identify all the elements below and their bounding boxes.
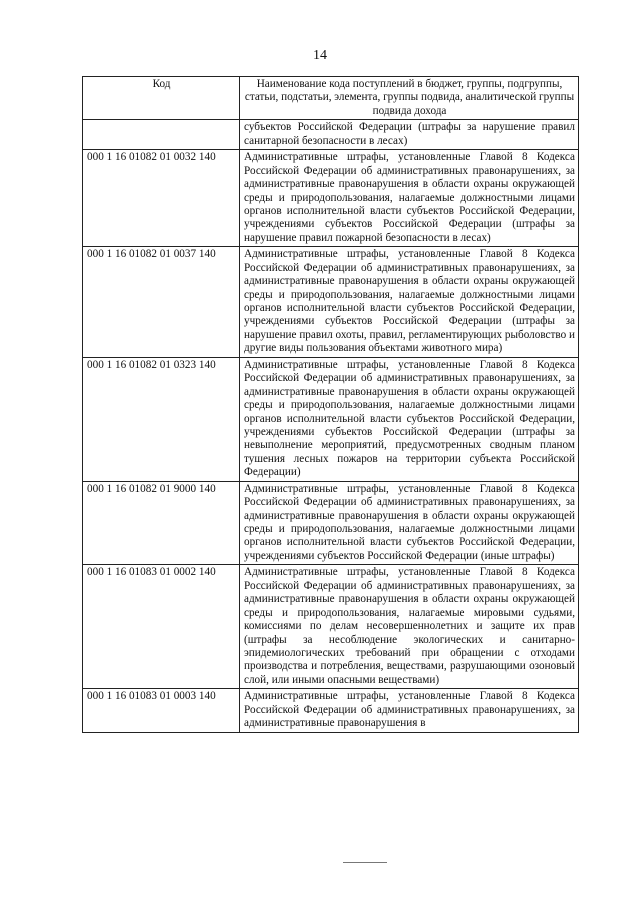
row-code: 000 1 16 01083 01 0002 140	[83, 565, 240, 689]
row-name: Административные штрафы, установленные Главой 8 Кодекса Российской Федерации об административных правонарушениях, за административные правонарушения в области охраны окружающей среды и природопользования, налагаемые мировыми судьями, комиссиями по делам несовершеннолетних и защите их прав (штрафы за несоблюдение экологических и санитарно-эпидемиологических требований при обращении с отходами производства и потребления, веществами, разрушающими озоновый слой, или иными опасными веществами)	[240, 565, 579, 689]
row-code: 000 1 16 01082 01 0037 140	[83, 247, 240, 358]
budget-codes-table	[82, 76, 579, 733]
row-code: 000 1 16 01082 01 9000 140	[83, 481, 240, 565]
table-row	[83, 120, 579, 150]
header-name: Наименование кода поступлений в бюджет, группы, подгруппы, статьи, подстатьи, элемента, группы подвида, аналитической группы подвида дохода	[240, 77, 579, 120]
row-code: 000 1 16 01083 01 0003 140	[83, 689, 240, 732]
row-name: Административные штрафы, установленные Главой 8 Кодекса Российской Федерации об административных правонарушениях, за административные правонарушения в	[240, 689, 579, 732]
table-header-row	[83, 77, 579, 120]
table-row	[83, 247, 579, 358]
row-name: Административные штрафы, установленные Главой 8 Кодекса Российской Федерации об административных правонарушениях, за административные правонарушения в области охраны окружающей среды и природопользования, налагаемые должностными лицами органов исполнительной власти субъектов Российской Федерации, учреждениями субъектов Российской Федерации (штрафы за нарушение правил охоты, правил, регламентирующих рыболовство и другие виды пользования объектами животного мира)	[240, 247, 579, 358]
table-row	[83, 565, 579, 689]
row-code	[83, 120, 240, 150]
row-name: субъектов Российской Федерации (штрафы за нарушение правил санитарной безопасности в лесах)	[240, 120, 579, 150]
header-code: Код	[83, 77, 240, 120]
footer-divider	[343, 862, 387, 863]
page-number: 14	[313, 48, 327, 63]
table-row	[83, 150, 579, 247]
row-name: Административные штрафы, установленные Главой 8 Кодекса Российской Федерации об административных правонарушениях, за административные правонарушения в области охраны окружающей среды и природопользования, налагаемые должностными лицами органов исполнительной власти субъектов Российской Федерации, учреждениями субъектов Российской Федерации (штрафы за нарушение правил пожарной безопасности в лесах)	[240, 150, 579, 247]
table-row	[83, 689, 579, 732]
row-code: 000 1 16 01082 01 0032 140	[83, 150, 240, 247]
row-name: Административные штрафы, установленные Главой 8 Кодекса Российской Федерации об административных правонарушениях, за административные правонарушения в области охраны окружающей среды и природопользования, налагаемые должностными лицами органов исполнительной власти субъектов Российской Федерации, учреждениями субъектов Российской Федерации (штрафы за невыполнение мероприятий, предусмотренных сводным планом тушения лесных пожаров на территории субъекта Российской Федерации)	[240, 357, 579, 481]
table-row	[83, 481, 579, 565]
table-row	[83, 357, 579, 481]
row-code: 000 1 16 01082 01 0323 140	[83, 357, 240, 481]
row-name: Административные штрафы, установленные Главой 8 Кодекса Российской Федерации об административных правонарушениях, за административные правонарушения в области охраны окружающей среды и природопользования, налагаемые должностными лицами органов исполнительной власти субъектов Российской Федерации, учреждениями субъектов Российской Федерации (иные штрафы)	[240, 481, 579, 565]
